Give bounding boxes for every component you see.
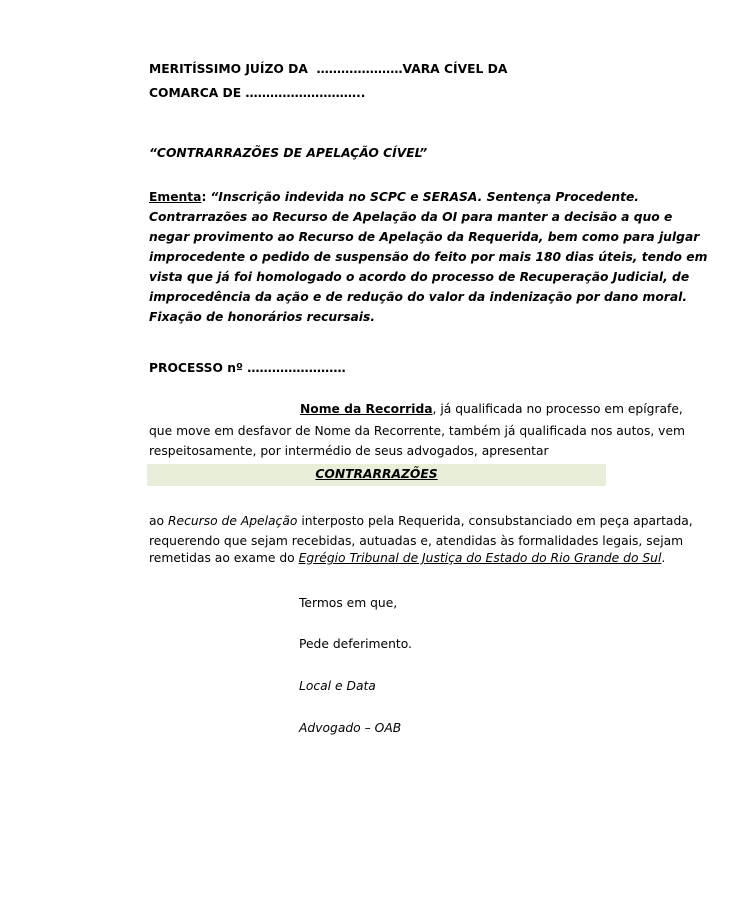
body2-ao: ao — [149, 514, 165, 528]
contrarrazoes-heading: CONTRARRAZÕES — [315, 467, 438, 481]
closing-terms: Termos em que, — [299, 596, 398, 610]
court-header-suffix: VARA CÍVEL DA — [402, 62, 508, 76]
document-title: “CONTRARRAZÕES DE APELAÇÃO CÍVEL” — [149, 146, 428, 160]
court-header-prefix: MERITÍSSIMO JUÍZO DA — [149, 62, 308, 76]
processo-label: PROCESSO nº — [149, 361, 243, 375]
court-header-line-2 — [149, 86, 365, 100]
ementa-line-6: improcedência da ação e de redução do valor da indenização por dano moral. — [149, 290, 688, 304]
ementa-label: Ementa — [149, 190, 202, 204]
court-header-line-1 — [149, 62, 507, 76]
body2-line-1-rest: interposto pela Requerida, consubstanciado em peça apartada, — [301, 514, 693, 528]
recurso-apelacao-term: Recurso de Apelação — [167, 514, 298, 528]
processo-dots: …………………… — [247, 361, 346, 375]
body2-line-3-start: remetidas ao exame do — [149, 551, 295, 565]
closing-request: Pede deferimento. — [299, 637, 412, 651]
body2-line-2: requerendo que sejam recebidas, autuadas e, atendidas às formalidades legais, sejam — [149, 534, 684, 548]
comarca-dots: ……………………….. — [245, 86, 366, 100]
body1-line-1-rest: , já qualificada no processo em epígrafe, — [432, 402, 683, 416]
closing-place-date: Local e Data — [299, 679, 376, 693]
ementa-line-2: Contrarrazões ao Recurso de Apelação da OI para manter a decisão a quo e — [149, 210, 673, 224]
ementa-text-1: “Inscrição indevida no SCPC e SERASA. Sentença Procedente. — [210, 190, 639, 204]
body2-line-3 — [149, 551, 665, 565]
body1-line-3: respeitosamente, por intermédio de seus advogados, apresentar — [149, 444, 549, 458]
contrarrazoes-band — [147, 464, 606, 486]
comarca-prefix: COMARCA DE — [149, 86, 242, 100]
ementa-line-4: improcedente o pedido de suspensão do feito por mais 180 dias úteis, tendo em — [149, 250, 708, 264]
ementa-line-5: vista que já foi homologado o acordo do processo de Recuperação Judicial, de — [149, 270, 690, 284]
ementa-line-1 — [149, 187, 639, 207]
ementa-line-7: Fixação de honorários recursais. — [149, 310, 376, 324]
court-header-dots: ………………… — [316, 62, 403, 76]
body1-line-2: que move em desfavor de Nome da Recorrente, também já qualificada nos autos, vem — [149, 424, 685, 438]
ementa-line-3: negar provimento ao Recurso de Apelação da Requerida, bem como para julgar — [149, 230, 700, 244]
processo-number — [149, 361, 346, 375]
body2-period: . — [661, 551, 666, 565]
body1-line-1 — [300, 402, 683, 416]
closing-lawyer: Advogado – OAB — [299, 721, 402, 735]
ementa-colon: : — [201, 190, 207, 204]
recorrida-name: Nome da Recorrida — [300, 402, 433, 416]
tribunal-name: Egrégio Tribunal de Justiça do Estado do Rio Grande do Sul — [298, 551, 662, 565]
body2-line-1 — [149, 511, 693, 531]
